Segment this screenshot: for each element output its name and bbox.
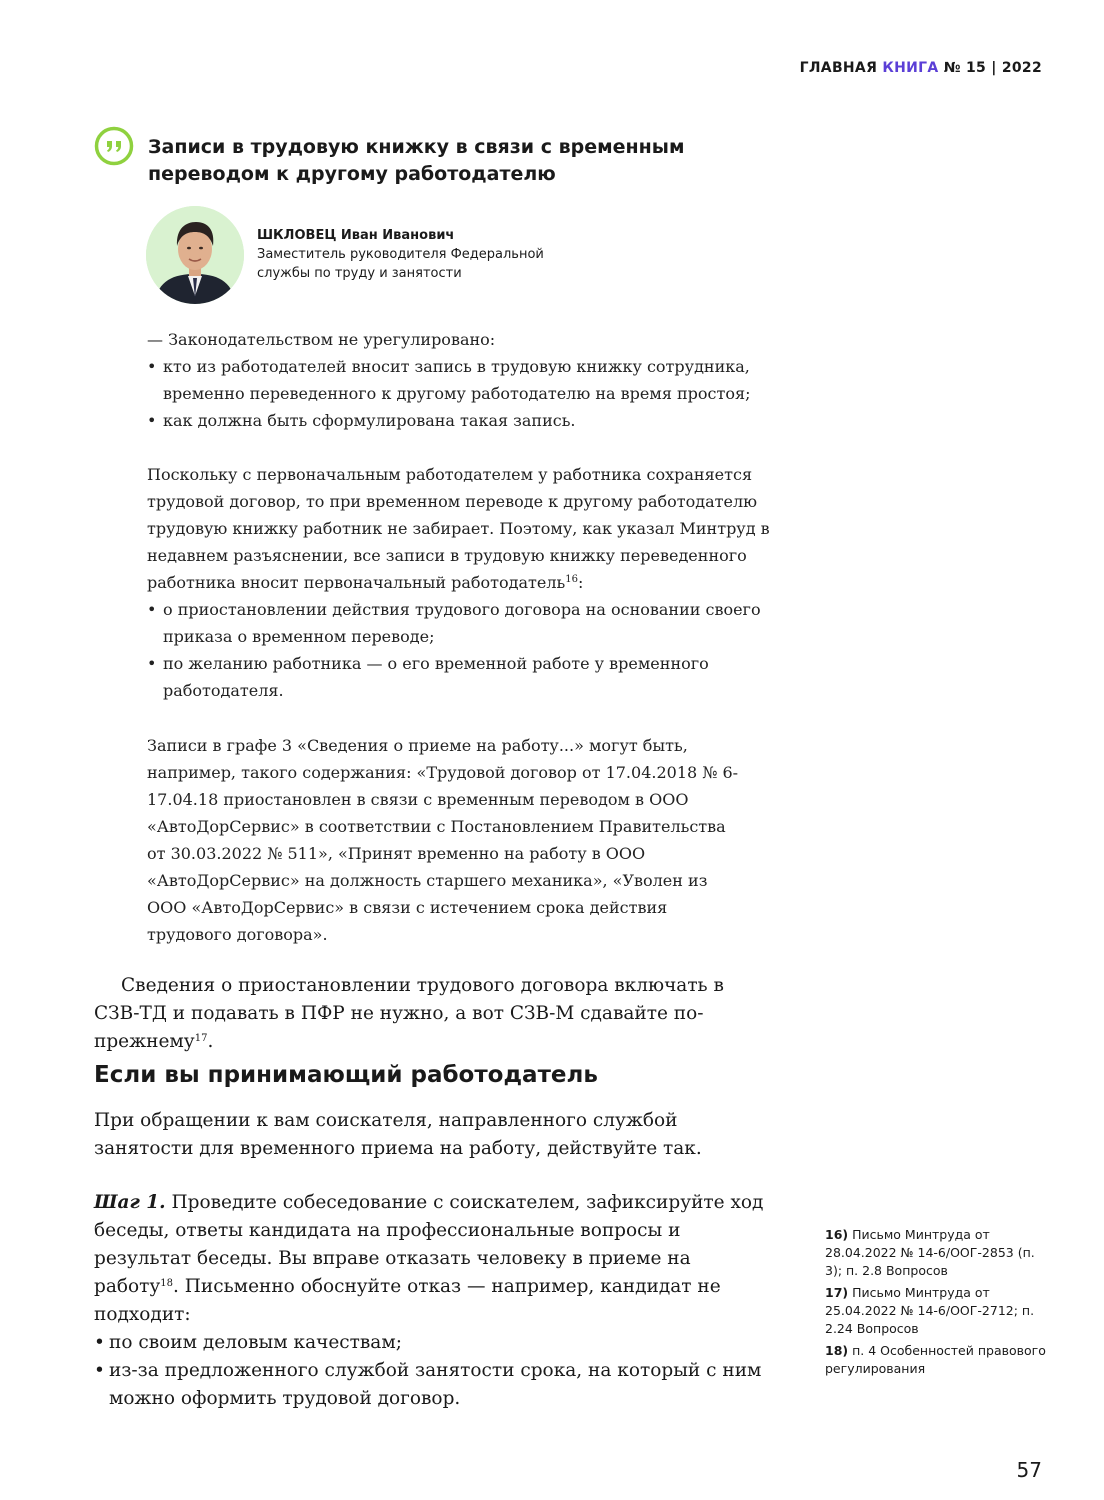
list-item: • как должна быть сформулирована такая запись. (147, 407, 787, 434)
step-label: Шаг 1. (94, 1192, 166, 1213)
list-item: • кто из работодателей вносит запись в трудовую книжку сотрудника, временно переведенного к другому работодателю на время простоя; (147, 353, 787, 407)
quote-para2-text: Поскольку с первоначальным работодателем у работника сохраняется трудовой договор, то при временном переводе к другому работодателю трудовую книжку работник не забирает. Поэтому, как указал Минтруд в недавнем разъяснении, все записи в трудовую книжку переведенного работника вносит первоначальный работодатель (147, 465, 770, 592)
footnote-text: п. 4 Особенностей правового регулирования (825, 1343, 1046, 1376)
list-item: • о приостановлении действия трудового договора на основании своего приказа о временном переводе; (147, 596, 787, 650)
header-issue: № 15 | 2022 (943, 60, 1042, 76)
punct: . (207, 1031, 214, 1052)
main-para1-text: Сведения о приостановлении трудового договора включать в СЗВ-ТД и подавать в ПФР не нужно, а вот СЗВ-М сдавайте по-прежнему (94, 975, 724, 1052)
quote-icon (94, 126, 134, 166)
footnote (825, 1342, 1050, 1378)
header-title-accent: КНИГА (882, 60, 939, 76)
main-para2-text: При обращении к вам соискателя, направленного службой занятости для временного приема на работу, действуйте так. (94, 1110, 702, 1159)
footnote-ref: 17 (194, 1033, 208, 1044)
main-paragraph-1 (94, 972, 774, 1056)
footnote-number: 18) (825, 1343, 849, 1358)
expert-avatar (146, 206, 244, 304)
step-text-2: . Письменно обоснуйте отказ — например, кандидат не подходит: (94, 1276, 721, 1325)
expert-name: ШКЛОВЕЦ Иван Иванович (257, 228, 455, 243)
footnote-ref: 18 (160, 1278, 174, 1289)
footnotes (825, 1226, 1050, 1382)
quote-paragraph-2 (147, 461, 787, 704)
punct: : (577, 573, 584, 592)
step-text: Проведите собеседование с соискателем, зафиксируйте ход беседы, ответы кандидата на профессиональные вопросы и результат беседы. Вы вправе отказать человеку в приеме на работу (94, 1192, 764, 1297)
footnote-text: Письмо Минтруда от 25.04.2022 № 14-6/ООГ-2712; п. 2.24 Вопросов (825, 1285, 1035, 1336)
list-item: • по своим деловым качествам; (94, 1329, 774, 1357)
quote-intro: — Законодательством не урегулировано: (147, 330, 496, 349)
quote-intro-block (147, 326, 787, 434)
footnote-ref: 16 (565, 574, 578, 585)
footnote (825, 1284, 1050, 1338)
page-number: 57 (1016, 1458, 1042, 1482)
quote-paragraph-3 (147, 732, 747, 948)
footnote (825, 1226, 1050, 1280)
list-item: • из-за предложенного службой занятости срока, на который с ним можно оформить трудовой договор. (94, 1357, 774, 1413)
section-heading: Если вы принимающий работодатель (94, 1062, 598, 1088)
step-1-block (94, 1189, 774, 1413)
expert-info (257, 226, 617, 283)
header-title-main: ГЛАВНАЯ (799, 60, 878, 76)
footnote-number: 16) (825, 1227, 849, 1242)
footnote-number: 17) (825, 1285, 849, 1300)
main-paragraph-2 (94, 1107, 774, 1163)
footnote-text: Письмо Минтруда от 28.04.2022 № 14-6/ООГ-2853 (п. 3); п. 2.8 Вопросов (825, 1227, 1035, 1278)
list-item: • по желанию работника — о его временной работе у временного работодателя. (147, 650, 787, 704)
quote-title: Записи в трудовую книжку в связи с временным переводом к другому работодателю (148, 136, 685, 185)
magazine-header (800, 60, 1042, 76)
expert-position: Заместитель руководителя Федеральной службы по труду и занятости (257, 247, 544, 281)
quote-para3-text: Записи в графе 3 «Сведения о приеме на работу...» могут быть, например, такого содержания: «Трудовой договор от 17.04.2018 № 6-17.04.18 приостановлен в связи с временным переводом в ООО «АвтоДорСервис» в соответствии с Постановлением Правительства от 30.03.2022 № 511», «Принят временно на работу в ООО «АвтоДорСервис» на должность старшего механика», «Уволен из ООО «АвтоДорСервис» в связи с истечением срока действия трудового договора». (147, 736, 739, 944)
